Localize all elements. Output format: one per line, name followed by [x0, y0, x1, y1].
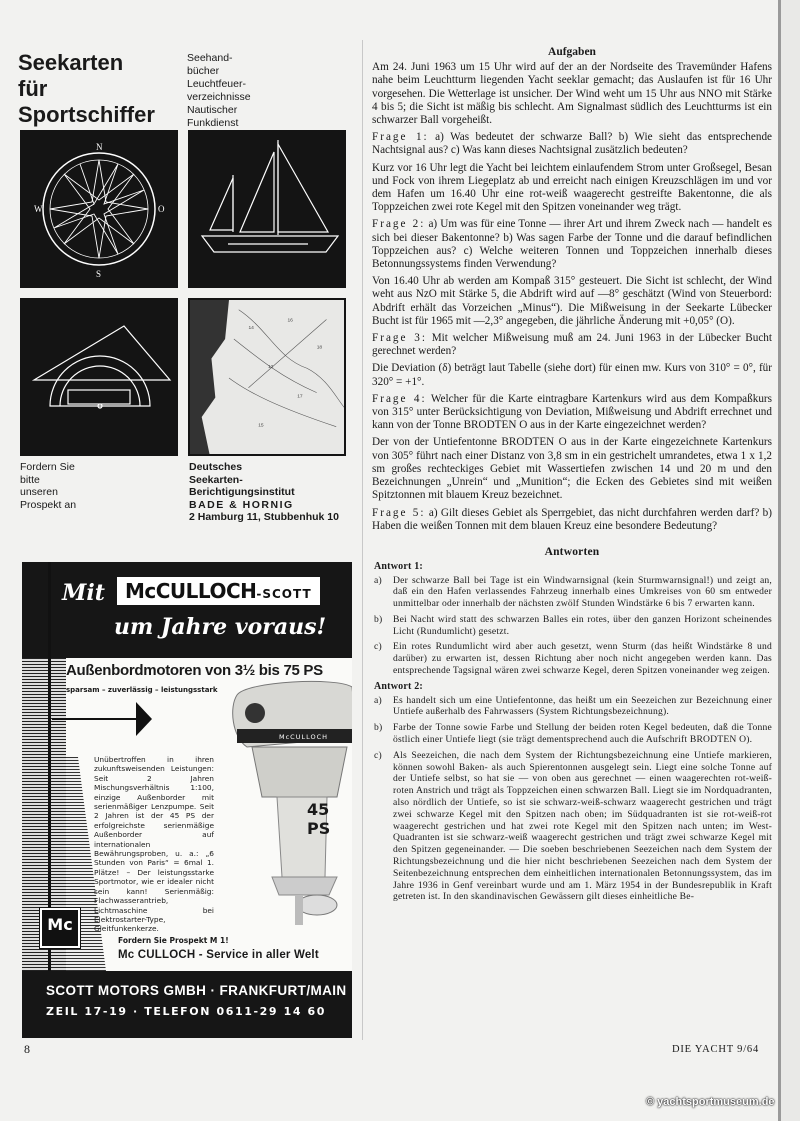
- text-line: Fordern Sie: [20, 461, 75, 473]
- question-label: Frage 1:: [372, 131, 429, 144]
- svg-text:16: 16: [287, 318, 293, 324]
- aufgaben-heading: Aufgaben: [548, 46, 596, 58]
- nautical-chart-illustration: [188, 298, 346, 456]
- street-address: 2 Hamburg 11, Stubbenhuk 10: [189, 511, 339, 523]
- ad-headline: Außenbordmotoren von 3½ bis 75 PS: [66, 662, 323, 679]
- ad-slogan: um Jahre voraus!: [114, 614, 327, 640]
- antworten-section: [372, 547, 772, 903]
- list-item: Nautischer: [187, 104, 238, 116]
- brand-name: McCULLOCH: [125, 579, 257, 603]
- ad-vertical-line: [48, 562, 51, 1038]
- paragraph: [372, 275, 772, 328]
- title-line: Sportschiffer: [18, 102, 155, 127]
- answer-letter: a): [374, 694, 382, 706]
- paragraph-text: a) Was bedeutet der schwarze Ball? b) Wie sieht das entsprechende Nachtsignal aus? c) Was kann dieses Nachtsignal zusätzlich bedeuten?: [372, 131, 772, 157]
- answer-item: [374, 641, 772, 676]
- page-margin: [781, 0, 800, 1121]
- compass-o-label: O: [158, 204, 165, 214]
- paragraph-text: Kurz vor 16 Uhr legt die Yacht bei leichtem einlaufendem Strom unter Großsegel, Besan und Fock von ihrem Liegeplatz ab und erreicht nach einigen Kreuzschlägen im und vor dem Hafen um 16.40 Uhr eine rot-weiß waagerecht gestreifte Bakentonne, die als Toppzeichen zwei rote Kegel mit den Spitzen voneinander weg trägt.: [372, 161, 772, 214]
- magazine-footer: DIE YACHT 9/64: [672, 1044, 760, 1055]
- answer-item: [374, 722, 772, 746]
- compass-s-label: S: [96, 269, 102, 279]
- paragraph: [372, 61, 772, 127]
- list-item: Leuchtfeuer-: [187, 78, 246, 90]
- answer-text: Es handelt sich um eine Untiefentonne, das heißt um ein Seezeichen zur Bezeichnung einer Untiefe außerhalb des Fahrwassers (System Richtungsbezeichnung).: [393, 694, 772, 718]
- ad-service-text: Mc CULLOCH - Service in aller Welt: [118, 949, 319, 961]
- paragraph-text: Von 16.40 Uhr ab werden am Kompaß 315° gesteuert. Die Sicht ist schlecht, der Wind weht aus NzO mit Stärke 5, die Abdrift wird auf —8° geschätzt (Wind von Steuerbord: Abdrift erhält das Vorzeichen „Minus“). Die Mißweisung in der Seekarte Lübecker Bucht ist für 1965 mit —2,3° angegeben, die jährliche Änderung mit +0,05° (O).: [372, 275, 772, 327]
- ad-brand: [117, 577, 320, 605]
- question-paragraph: [372, 507, 772, 533]
- text-line: Seekarten-: [189, 473, 243, 486]
- ad-company: SCOTT MOTORS GMBH · FRANKFURT/MAIN: [46, 983, 347, 998]
- list-item: Seehand-: [187, 52, 233, 64]
- mcculloch-advertisement: [22, 562, 352, 1038]
- ad-body-text: Unübertroffen in ihren zukunftsweisenden Leistungen: Seit 2 Jahren Mischungsverhältnis 1:100, einzige Außenborder mit serienmäßiger Lenzpumpe. Seit 2 Jahren ist der 45 PS der erfolgreichste serienmäßige Außenborder auf internationalen Bewährungsproben, u. a.: „6 Stunden von Paris“ = 6mal 1. Plätze! – Der leistungsstarke Sportmotor, wie er idealer nicht sein kann! Serienmäßig: Flachwasserantrieb, Lichtmaschine bei Elektrostarter-Type, Gleitfunkenkerze.: [94, 755, 214, 934]
- title-line: Seekarten: [18, 50, 124, 75]
- paragraph-text: Der von der Untiefentonne BRODTEN O aus in der Karte eingezeichnete Kartenkurs von 305° führt nach einer Distanz von 3,8 sm in ein gestrichelt umrandetes, etwa 1 x 1,2 sm großes rechteckiges Gebiet mit Wassertiefen zwischen 14 und 20 m und den Bezeichnungen „Unrein“ und „Munition“; die Ecken des Gebietes sind mit weißen Spitztonnen mit blauem Kreuz bezeichnet.: [372, 436, 772, 502]
- title-line: für: [18, 76, 48, 101]
- compass-w-label: W: [34, 204, 43, 214]
- answer-text: Als Seezeichen, die nach dem System der Richtungsbezeichnung eine Untiefe markieren, können sowohl Baken- als auch Spierentonnen ausgelegt sein. Liegt eine solche Tonne auf der Untiefe selbst, so hat sie — von oben aus gerechnet — einen waagerechten rot-weiß-roten Anstrich und trägt als Toppzeichen einen schwarzen Ball. Liegt sie im Nordquadranten, also nördlich der Untiefe, so ist sie schwarz-weiß-schwarz waagerecht gestrichen und trägt zwei schwarze Kegel mit den Spitzen nach oben; im Südquadranten ist sie rot-weiß-rot waagerecht gestrichen und hat zwei rote Kegel mit den Spitzen nach unten; im West-Quadranten ist sie schwarz-weiß waagerecht gestrichen und trägt zwei schwarze Kegel mit den Spitzen gegeneinander. — Die soeben beschriebenen Seezeichen nach dem System der Richtungsbezeichnung und die hier nicht beschriebenen Seezeichen nach dem System der Seitenbezeichnung entsprechen dem einheitlichen internationalen Betonnungssystem, das im Jahre 1936 in Genf vereinbart wurde und am 1. März 1954 in der Bundesrepublik in Kraft getreten ist. In den skandinavischen Gewässern gilt dieses einheitliche Be-: [393, 749, 772, 903]
- compass-rose-illustration: [20, 130, 178, 288]
- watermark: © yachtsportmuseum.de: [646, 1096, 775, 1108]
- svg-text:18: 18: [316, 345, 323, 351]
- answer-item: [374, 695, 772, 719]
- svg-text:14: 14: [248, 326, 254, 332]
- answer-letter: b): [374, 613, 383, 625]
- question-label: Frage 4:: [372, 392, 427, 405]
- text-line: Deutsches: [189, 461, 243, 473]
- antwort-1-items: [372, 575, 772, 677]
- svg-text:15: 15: [258, 423, 264, 429]
- antwort-1-title: Antwort 1:: [374, 560, 423, 572]
- answer-text: Bei Nacht wird statt des schwarzen Balles ein rotes, über den ganzen Horizont scheinendes Licht (Rundumlicht) gesetzt.: [393, 613, 772, 637]
- answer-letter: a): [374, 574, 382, 586]
- paragraph-text: Am 24. Juni 1963 um 15 Uhr wird auf der an der Nordseite des Travemünder Hafens nahe beim Leuchtturm liegenden Yacht seeklar gemacht; das Auslaufen ist für 16 Uhr vorgesehen. Die Wetterlage ist unsicher. Der Wind weht um 15 Uhr aus NNO mit Stärke 4 bis 5; die Sicht ist mäßig bis schlecht. Am Signalmast südlich des Leuchtturms ist ein schwarzer Ball vorgeheißt.: [372, 61, 772, 127]
- ad-title: [18, 50, 155, 128]
- list-item: Funkdienst: [187, 117, 239, 129]
- paragraph: [372, 162, 772, 215]
- answer-item: [374, 750, 772, 903]
- answer-letter: b): [374, 722, 383, 734]
- antwort-2-title: Antwort 2:: [374, 680, 423, 692]
- sailboat-illustration: [188, 130, 346, 288]
- paragraph-text: Die Deviation (δ) beträgt laut Tabelle (siehe dort) für einen mw. Kurs von 310° = 0°, für 320° = +1°.: [372, 362, 772, 388]
- answer-item: [374, 575, 772, 610]
- company-name: BADE & HORNIG: [189, 498, 294, 511]
- arrow-icon: [52, 702, 152, 736]
- text-line: Berichtigungsinstitut: [189, 486, 295, 498]
- answer-letter: c): [374, 641, 382, 653]
- list-item: verzeichnisse: [187, 91, 251, 103]
- paragraph-text: a) Um was für eine Tonne — ihrer Art und ihrem Zweck nach — handelt es sich bei dieser Bakentonne? b) Was sagen Farbe der Tonne und die darauf befindlichen Toppzeichen aus? c) Welche weiteren Tonnen und Toppzeichen innerhalb dieses Betonnungssystems finden Verwendung?: [372, 218, 772, 271]
- ad-prospekt-text: Fordern Sie Prospekt M 1!: [118, 936, 229, 945]
- paragraph: [372, 436, 772, 502]
- paragraph-text: a) Gilt dieses Gebiet als Sperrgebiet, das nicht durchfahren werden darf? b) Haben die weißen Tonnen mit dem blauen Kreuz eine besondere Bedeutung?: [372, 506, 772, 532]
- svg-text:17: 17: [297, 394, 303, 400]
- answer-text: Farbe der Tonne sowie Farbe und Stellung der beiden roten Kegel bedeuten, daß die Tonne östlich einer Untiefe liegt (sie trägt dementsprechend auch die Aufschrift BRODTEN O).: [393, 722, 772, 746]
- question-label: Frage 2:: [372, 218, 426, 231]
- list-item: bücher: [187, 65, 220, 77]
- ad-footer-band: [22, 971, 352, 1038]
- question-label: Frage 3:: [372, 332, 427, 345]
- answer-text: Der schwarze Ball bei Tage ist ein Windwarnsignal (kein Sturmwarnsignal!) und zeigt an, daß ein den Hafen verlassendes Fahrzeug innerhalb eines Umkreises von 60 sm entweder unmittelbar oder innerhalb der nächsten zwölf Stunden Windstärke 6 bis 7 erwarten kann.: [393, 574, 772, 610]
- brand-suffix: -SCOTT: [256, 587, 312, 601]
- question-paragraph: [372, 218, 772, 271]
- text-line: bitte: [20, 473, 40, 486]
- paragraph-text: Welcher für die Karte eintragbare Kartenkurs wird aus dem Kompaßkurs von 315° unter Berücksichtigung von Deviation, Mißweisung und Abdrift errechnet und kann von der Tonne BRODTEN O aus in der Karte eingezeichnet werden?: [372, 392, 772, 432]
- power-rating: 45 PS: [307, 800, 331, 838]
- answer-text: Ein rotes Rundumlicht wird aber auch gesetzt, wenn Sturm (das heißt Windstärke 8 und darüber) zu erwarten ist, dessen Richtung aber noch nicht angegeben werden kann. Das entsprechende Tagsignal wären zwei schwarze Kegel, deren Spitzen voneinander weg zeigen.: [393, 641, 772, 677]
- question-paragraph: [372, 332, 772, 358]
- article-column: [372, 46, 772, 907]
- compass-n-label: N: [96, 142, 103, 152]
- institute-address: [189, 461, 339, 524]
- text-line: Prospekt an: [20, 498, 77, 511]
- motor-label: McCULLOCH: [279, 733, 329, 741]
- page-number: 8: [24, 1042, 30, 1056]
- protractor-illustration: [20, 298, 178, 456]
- answer-item: [374, 614, 772, 638]
- request-prospectus-text: [20, 461, 76, 511]
- mcculloch-logo: Mc: [40, 908, 80, 948]
- antwort-2-items: [372, 695, 772, 904]
- column-divider: [362, 40, 363, 1040]
- svg-text:12: 12: [267, 365, 274, 371]
- paragraph: [372, 362, 772, 388]
- question-paragraph: [372, 393, 772, 433]
- ad-address: ZEIL 17-19 · TELEFON 0611-29 14 60: [46, 1005, 327, 1018]
- ad-header-band: [22, 562, 352, 658]
- ad-subline: sparsam – zuverlässig – leistungsstark: [66, 686, 218, 694]
- text-line: unseren: [20, 486, 58, 498]
- product-list: [187, 52, 251, 130]
- ad-mit: Mit: [62, 580, 105, 606]
- question-paragraph: [372, 131, 772, 157]
- aufgaben-body: [372, 61, 772, 533]
- paragraph-text: Mit welcher Mißweisung muß am 24. Juni 1963 in der Lübecker Bucht gerechnet werden?: [372, 332, 772, 358]
- answer-letter: c): [374, 749, 382, 761]
- antworten-heading: Antworten: [544, 545, 600, 558]
- question-label: Frage 5:: [372, 506, 426, 519]
